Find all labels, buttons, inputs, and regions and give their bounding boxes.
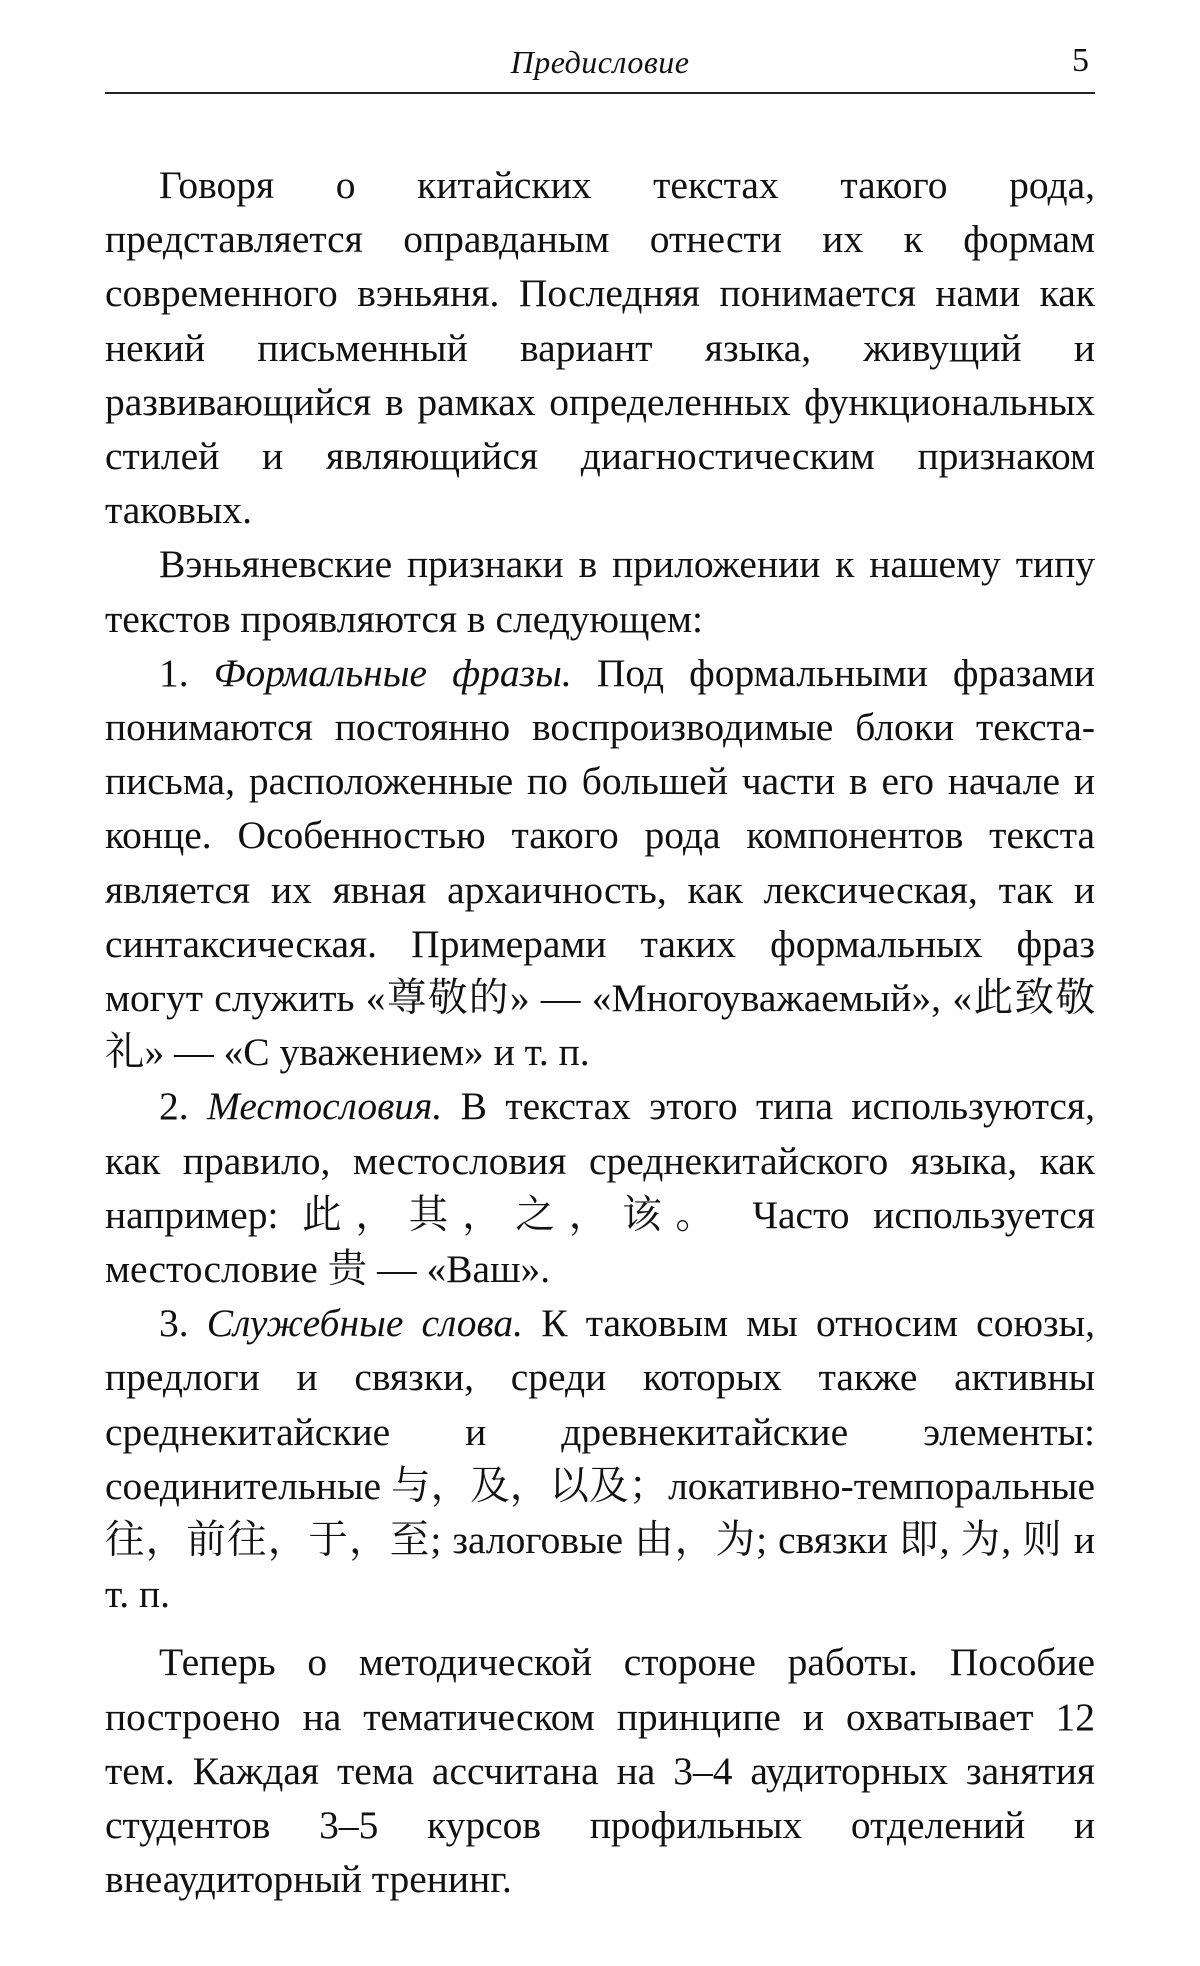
list-item-formal-phrases xyxy=(105,646,1095,1080)
page-body xyxy=(105,158,1095,1907)
paragraph-intro: Говоря о китайских текстах такого рода, представляется оправданым отнести их к формам современного вэньяня. Последняя понимается нами как некий письменный вариант языка, живущий и развивающийся в рамках определенных функциональных стилей и являющийся диагностическим признаком таковых. xyxy=(105,163,1095,533)
running-title: Предисловие xyxy=(510,44,690,80)
list-item-term: Служебные слова. xyxy=(206,1301,524,1346)
list-item-text: Под формальными фразами понимаются постоянно воспроизводимые блоки текста-письма, расположенные по большей части в его начале и конце. Особенностью такого рода компонентов текста является их явная архаичность, как лексическая, так и синтаксическая. Примерами таких формальных фраз могут служить «尊敬的» — «Многоуважаемый», «此致敬礼» — «С уважением» и т. п. xyxy=(105,650,1096,1075)
list-item-text: К таковым мы относим союзы, предлоги и связки, среди которых также активны среднекитайские и древнекитайские элементы: соединительные 与，及，以及；локативно-темпоральные 往，前往，于，至; залоговые 由，为; связки 即, 为, 则 и т. п. xyxy=(105,1301,1095,1617)
list-item-number: 1. xyxy=(159,650,189,695)
paragraph-methodology: Теперь о методической стороне работы. Пособие построено на тематическом принципе и охватывает 12 тем. Каждая тема ассчитана на 3–4 аудиторных занятия студентов 3–5 курсов профильных отделений и внеаудиторный тренинг. xyxy=(105,1640,1095,1902)
list-item-term: Местословия. xyxy=(206,1084,443,1129)
list-item-pronouns xyxy=(105,1079,1095,1296)
list-item-number: 3. xyxy=(159,1301,189,1346)
list-item-function-words xyxy=(105,1296,1095,1621)
list-item-number: 2. xyxy=(159,1084,189,1129)
book-page xyxy=(105,40,1095,1907)
paragraph-features-lead: Вэньяневские признаки в приложении к нашему типу текстов проявляются в следующем: xyxy=(105,542,1095,641)
running-header xyxy=(105,40,1095,94)
page-number: 5 xyxy=(1072,42,1089,79)
list-item-term: Формальные фразы. xyxy=(213,650,572,695)
list-item-text: В текстах этого типа используются, как правило, местословия среднекитайского языка, как например: 此，其，之，该。 Часто используется местословие 贵 — «Ваш». xyxy=(105,1084,1096,1292)
